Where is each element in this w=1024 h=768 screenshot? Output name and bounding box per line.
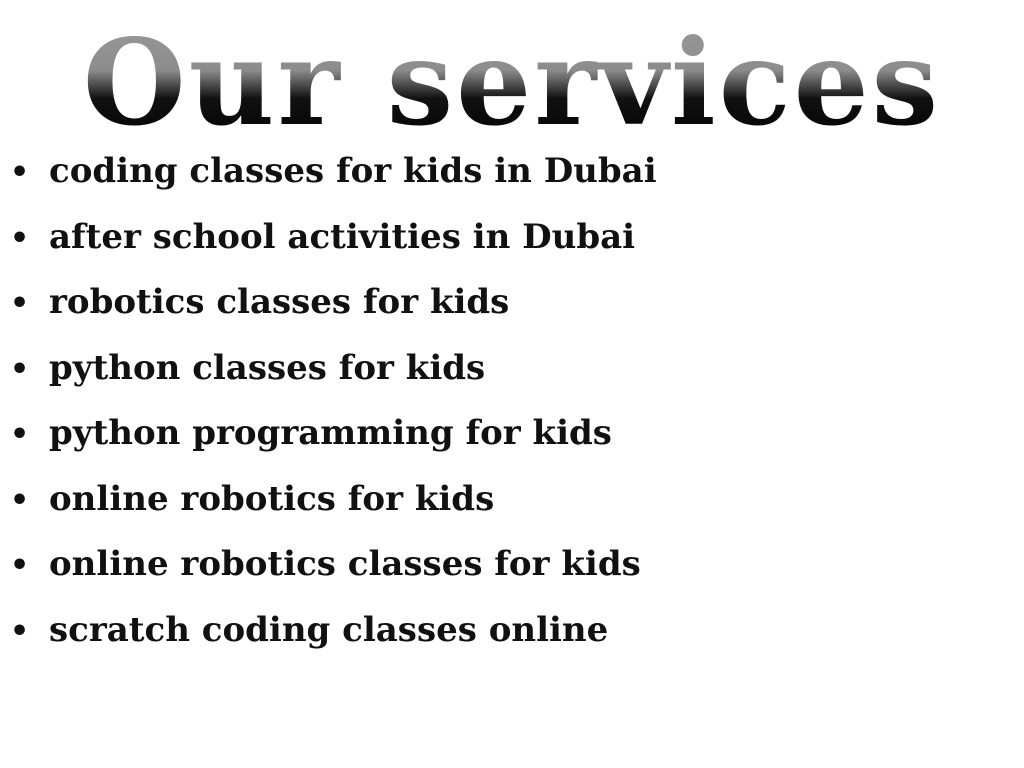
list-item-text: online robotics for kids (49, 478, 495, 519)
list-item-text: robotics classes for kids (49, 282, 510, 322)
bullet-icon: • (10, 286, 30, 321)
list-item (10, 532, 970, 598)
list-item (10, 270, 970, 336)
list-item (10, 205, 970, 271)
bullet-icon: • (10, 548, 30, 583)
list-item-text: python programming for kids (49, 413, 612, 453)
list-item-text: coding classes for kids in Dubai (49, 151, 657, 191)
list-item (10, 401, 970, 467)
slide-title: Our services (0, 18, 1024, 148)
bullet-icon: • (10, 155, 30, 190)
bullet-icon: • (10, 417, 30, 452)
list-item-text: python classes for kids (49, 347, 486, 388)
list-item (10, 139, 970, 205)
bullet-icon: • (10, 351, 30, 387)
list-item-text: scratch coding classes online (49, 609, 609, 650)
list-item (10, 467, 970, 533)
list-item (10, 336, 970, 402)
list-item (10, 598, 970, 664)
bullet-icon: • (10, 482, 30, 518)
bullet-icon: • (10, 220, 30, 256)
list-item-text: after school activities in Dubai (49, 216, 636, 257)
services-list (10, 139, 970, 663)
list-item-text: online robotics classes for kids (49, 544, 641, 584)
bullet-icon: • (10, 613, 30, 649)
